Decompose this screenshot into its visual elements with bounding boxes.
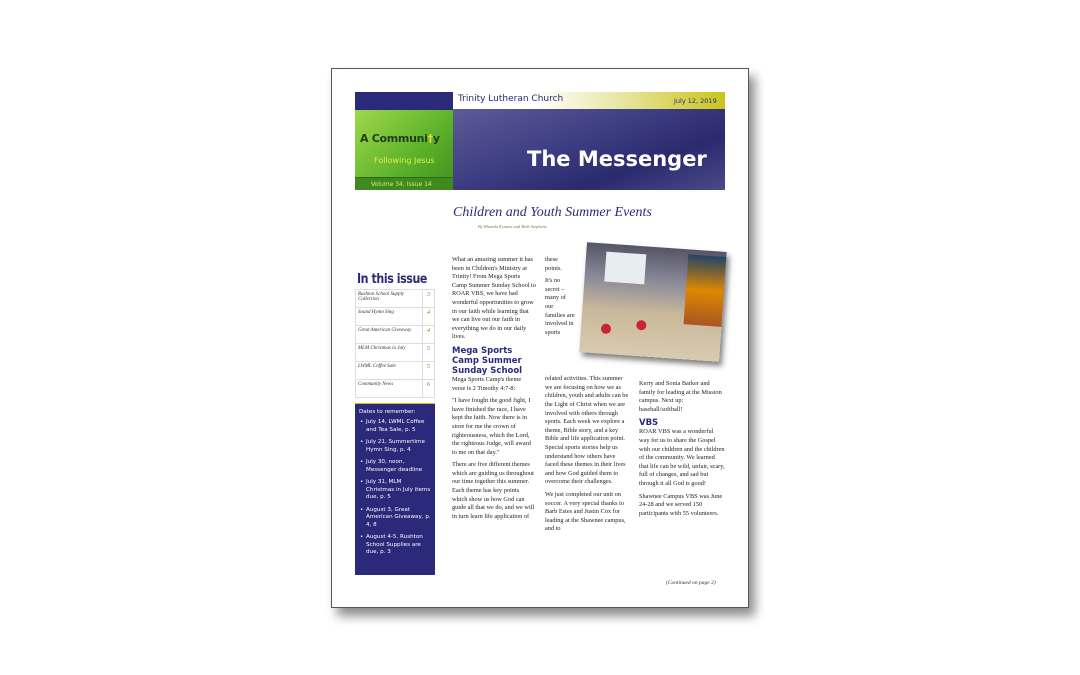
paragraph: ROAR VBS was a wonderful way for us to share the Gospel with our children and the children of the community. We learned that life can be wild, unfair, scary, full of changes, and sad but through it all God is good!	[639, 428, 725, 487]
toc-label: Sound Hymn Sing	[356, 308, 423, 326]
paragraph: We just completed our unit on soccer. A very special thanks to Barb Estes and Justin Cox for leading at the Shawnee campus, and to	[545, 490, 626, 533]
paragraph: "I have fought the good fight, I have finished the race, I have kept the faith. Now there is in store for me the crown of righteousness, which the Lord, the righteous Judge, will award to me on that day."	[452, 397, 531, 456]
paragraph: Mega Sports Camp's theme verse is 2 Timothy 4:7-8:	[452, 375, 522, 392]
date-item: • July 21, Summertime Hymn Sing, p. 4	[359, 439, 431, 454]
section-heading: VBS	[639, 418, 659, 429]
date-item: • July 30, noon, Messenger deadline	[359, 459, 431, 474]
toc-page: 5	[423, 362, 435, 380]
toc-row	[356, 326, 435, 344]
paragraph: these points.	[545, 256, 562, 272]
paragraph: related activities. This summer we are focusing on how we as children, youth and adults can be the Light of Christ when we are involved with others through sports. Each week we explore a theme, Bible story, and a key Bible and life application point. Special sports stories help us understand how others have faced these themes in their lives and how God guided them to overcome their challenges.	[545, 375, 629, 486]
paragraph: There are five different themes which are guiding us throughout our time together this summer. Each theme has key points which show us how God can guide all that we do, and we will in turn learn life application of	[452, 461, 535, 520]
toc-label: LWML Coffee Sale	[356, 362, 423, 380]
toc-label: Great American Giveaway	[356, 326, 423, 344]
date-item: • August 3, Great American Giveaway, p. 4, 8	[359, 507, 431, 530]
toc-page: 3	[423, 290, 435, 308]
date-item: • July 14, LWML Coffee and Tea Sale, p. 5	[359, 419, 431, 434]
toc-page: 6	[423, 380, 435, 398]
paragraph: Shawnee Campus VBS was June 24-28 and we served 150 participants with 55 volunteers.	[639, 492, 723, 517]
article-column-1	[452, 256, 536, 525]
date-item: • August 4-5, Rushton School Supplies are due, p. 3	[359, 534, 431, 557]
toc-row	[356, 290, 435, 308]
toc-row	[356, 380, 435, 398]
toc-label: Community News	[356, 380, 423, 398]
dates-heading: Dates to remember:	[359, 409, 416, 415]
toc-label: MLM Christmas in July	[356, 344, 423, 362]
issue-date: July 12, 2019	[674, 97, 717, 105]
date-item: • July 31, MLM Christmas in July items due, p. 5	[359, 479, 431, 502]
toc-row	[356, 308, 435, 326]
toc-row	[356, 344, 435, 362]
newsletter-title: The Messenger	[527, 147, 707, 171]
volume-issue: Volume 34, Issue 14	[355, 177, 453, 190]
dates-box	[355, 403, 435, 575]
continued-note: (Continued on page 2)	[666, 580, 716, 586]
toc-label: Rushton School Supply Collection	[356, 290, 423, 308]
church-name: Trinity Lutheran Church	[458, 94, 564, 104]
toc-page: 4	[423, 308, 435, 326]
article-title: Children and Youth Summer Events	[453, 205, 652, 220]
logo-word-end: y	[432, 132, 440, 145]
toc-page: 4	[423, 326, 435, 344]
tagline: Following Jesus	[374, 156, 435, 165]
paragraph: Kerry and Sonia Barker and family for leading at the Mission campus. Next up: baseball/softball!	[639, 380, 722, 413]
toc-heading: In this issue	[357, 272, 427, 287]
article-column-3	[639, 380, 725, 522]
cross-icon: †	[427, 132, 433, 145]
paragraph: It's no secret – many of our families are involved in sports	[545, 277, 575, 336]
header-corner	[355, 92, 453, 110]
toc-page: 5	[423, 344, 435, 362]
toc-row	[356, 362, 435, 380]
photo-mural	[684, 254, 727, 326]
toc-table	[355, 289, 435, 398]
logo-word: A Communi	[360, 132, 428, 145]
article-byline: By Rhonda Eynans and Beth Stephens	[478, 224, 547, 229]
section-heading: Mega Sports Camp Summer Sunday School	[452, 345, 523, 376]
logo-text	[360, 132, 440, 145]
paragraph: What an amazing summer it has been in Children's Ministry at Trinity! From Mega Sports Camp Summer Sunday School to ROAR VBS, we have had wonderful opportunities to grow in our faith while learning that we can live out our faith in everything we do in our daily lives.	[452, 256, 536, 341]
article-column-2	[545, 256, 629, 538]
photo-figure	[636, 320, 647, 331]
